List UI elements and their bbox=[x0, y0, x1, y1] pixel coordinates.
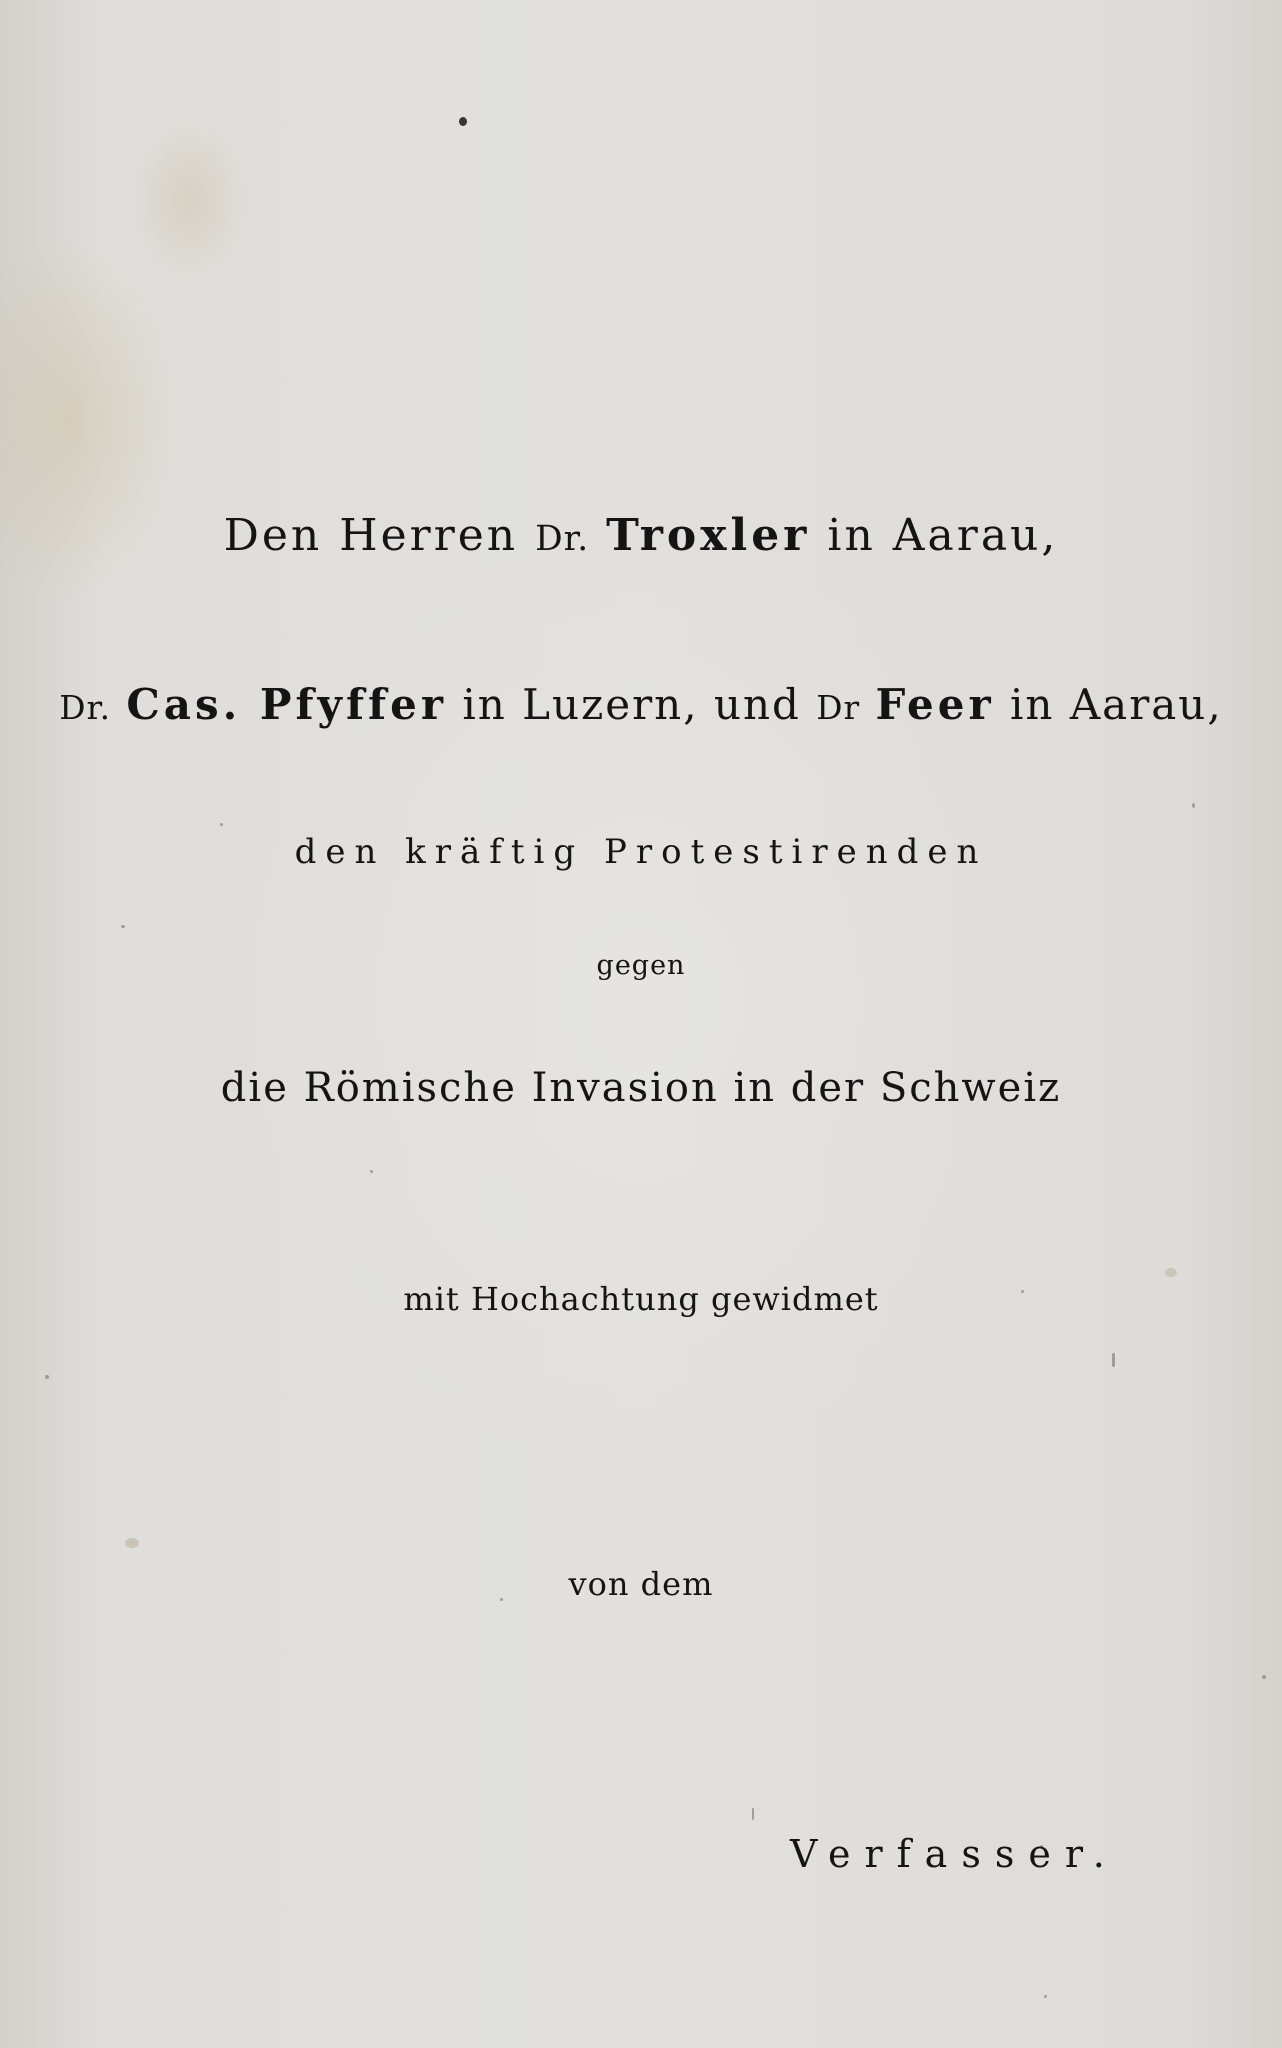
paper-speck bbox=[752, 1808, 754, 1820]
paper-speck bbox=[1165, 1268, 1177, 1277]
dedication-title: Dr bbox=[816, 689, 861, 727]
dedicatee-location: in Aarau, bbox=[1009, 680, 1223, 729]
dedication-title: Dr. bbox=[535, 519, 590, 559]
dedication-prefix: Den Herren bbox=[223, 510, 519, 561]
dedication-line-1 bbox=[0, 510, 1282, 561]
dedication-line-6: mit Hochachtung gewidmet bbox=[403, 1280, 879, 1318]
dedication-line-3: den kräftig Protestirenden bbox=[294, 832, 988, 872]
paper-speck bbox=[125, 1538, 139, 1548]
paper-speck bbox=[121, 925, 125, 928]
paper-speck bbox=[1044, 1995, 1047, 1998]
paper-speck bbox=[370, 1170, 373, 1173]
paper-speck bbox=[45, 1375, 49, 1379]
paper-speck bbox=[1192, 803, 1195, 808]
dedicatee-name: Troxler bbox=[606, 510, 811, 561]
dedicatee-name: Cas. Pfyffer bbox=[126, 680, 447, 729]
ink-speck bbox=[459, 117, 467, 126]
dedication-title: Dr. bbox=[59, 689, 112, 727]
dedicatee-location: in Luzern, und bbox=[462, 680, 801, 729]
paper-speck bbox=[1112, 1353, 1115, 1367]
dedication-line-2 bbox=[0, 680, 1282, 729]
dedication-line-7: von dem bbox=[568, 1565, 714, 1603]
paper-speck bbox=[220, 823, 223, 826]
dedication-line-5: die Römische Invasion in der Schweiz bbox=[220, 1065, 1062, 1111]
dedicatee-name: Feer bbox=[875, 680, 995, 729]
paper-speck bbox=[1262, 1675, 1266, 1679]
dedicatee-location: in Aarau, bbox=[827, 510, 1059, 561]
author-signature: Verfasser. bbox=[790, 1832, 1119, 1876]
dedication-line-4: gegen bbox=[596, 950, 686, 981]
